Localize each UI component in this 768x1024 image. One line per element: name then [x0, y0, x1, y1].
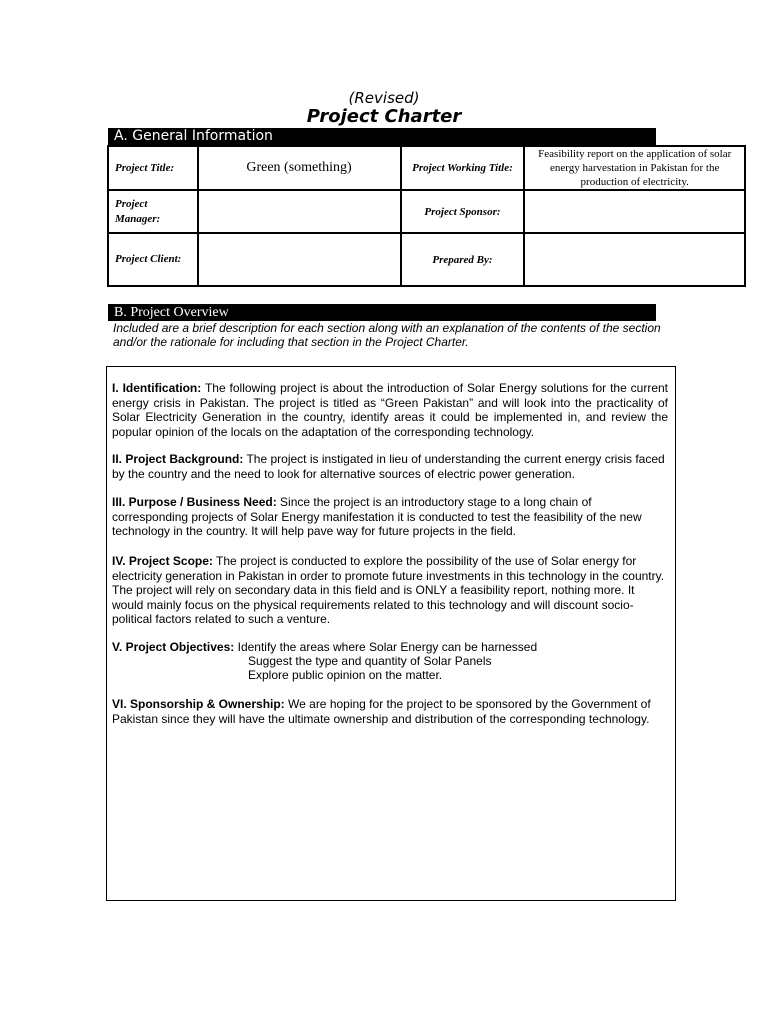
project-client-label: Project Client: — [108, 233, 198, 286]
table-row — [108, 146, 745, 190]
sponsorship-text: We are hoping for the project to be sponsored by the Government of Pakistan since they will have the ultimate ownership and distribution of the corresponding technology. — [112, 697, 651, 726]
project-working-title-label: Project Working Title: — [401, 146, 525, 190]
project-sponsor-label: Project Sponsor: — [401, 190, 525, 233]
purpose-paragraph — [112, 495, 668, 539]
purpose-text: Since the project is an introductory stage to a long chain of corresponding projects of Solar Energy manifestation it is conducted to test the feasibility of the new technology in the country. It will help pave way for future projects in the field. — [112, 495, 642, 538]
project-sponsor-value — [524, 190, 745, 233]
prepared-by-value — [524, 233, 745, 286]
general-information-table — [107, 145, 746, 287]
table-row — [108, 233, 745, 286]
background-text: The project is instigated in lieu of understanding the current energy crisis faced by the country and the need to look for alternative sources of electric power generation. — [112, 452, 665, 481]
identification-paragraph — [112, 381, 668, 439]
identification-text: The following project is about the introduction of Solar Energy solutions for the current energy crisis in Pakistan. The project is titled as “Green Pakistan” and will look into the practicality of Solar Electricity Generation in the country, identify areas it could be implemented in, and review the popular opinion of the locals on the adaptation of the corresponding technology. — [112, 381, 669, 439]
revised-label: (Revised) — [348, 89, 420, 107]
objective-item: Suggest the type and quantity of Solar Panels — [248, 654, 492, 668]
background-label: II. Project Background: — [112, 452, 244, 466]
objective-item: Identify the areas where Solar Energy can be harnessed — [234, 640, 538, 654]
project-working-title-value: Feasibility report on the application of solar energy harvestation in Pakistan for the production of electricity. — [524, 146, 745, 190]
project-client-value — [198, 233, 401, 286]
objectives-label: V. Project Objectives: — [112, 640, 235, 654]
project-overview-box — [106, 366, 676, 901]
section-a-heading: A. General Information — [108, 128, 656, 145]
project-manager-value — [198, 190, 401, 233]
objective-item: Explore public opinion on the matter. — [248, 668, 443, 682]
project-title-label: Project Title: — [108, 146, 198, 190]
section-b-heading: B. Project Overview — [108, 304, 656, 321]
background-paragraph — [112, 452, 668, 481]
project-title-value: Green (something) — [198, 146, 401, 190]
scope-paragraph — [112, 554, 668, 627]
objectives-paragraph — [112, 640, 668, 655]
sponsorship-label: VI. Sponsorship & Ownership: — [112, 697, 285, 711]
identification-label: I. Identification: — [112, 381, 202, 395]
scope-label: IV. Project Scope: — [112, 554, 213, 568]
scope-text: The project is conducted to explore the possibility of the use of Solar energy for electricity generation in Pakistan in order to promote future investments in this technology in the country. The project will rely on secondary data in this field and is ONLY a feasibility report, nothing more. It would mainly focus on the physical requirements related to this technology and will discount socio-political factors related to such a venture. — [112, 554, 665, 626]
table-row — [108, 190, 745, 233]
project-manager-label: Project Manager: — [108, 190, 198, 233]
sponsorship-paragraph — [112, 697, 668, 726]
section-b-intro: Included are a brief description for each section along with an explanation of the contents of the section and/or the rationale for including that section in the Project Charter. — [113, 321, 661, 349]
page-title: Project Charter — [306, 106, 462, 127]
prepared-by-label: Prepared By: — [401, 233, 525, 286]
purpose-label: III. Purpose / Business Need: — [112, 495, 277, 509]
